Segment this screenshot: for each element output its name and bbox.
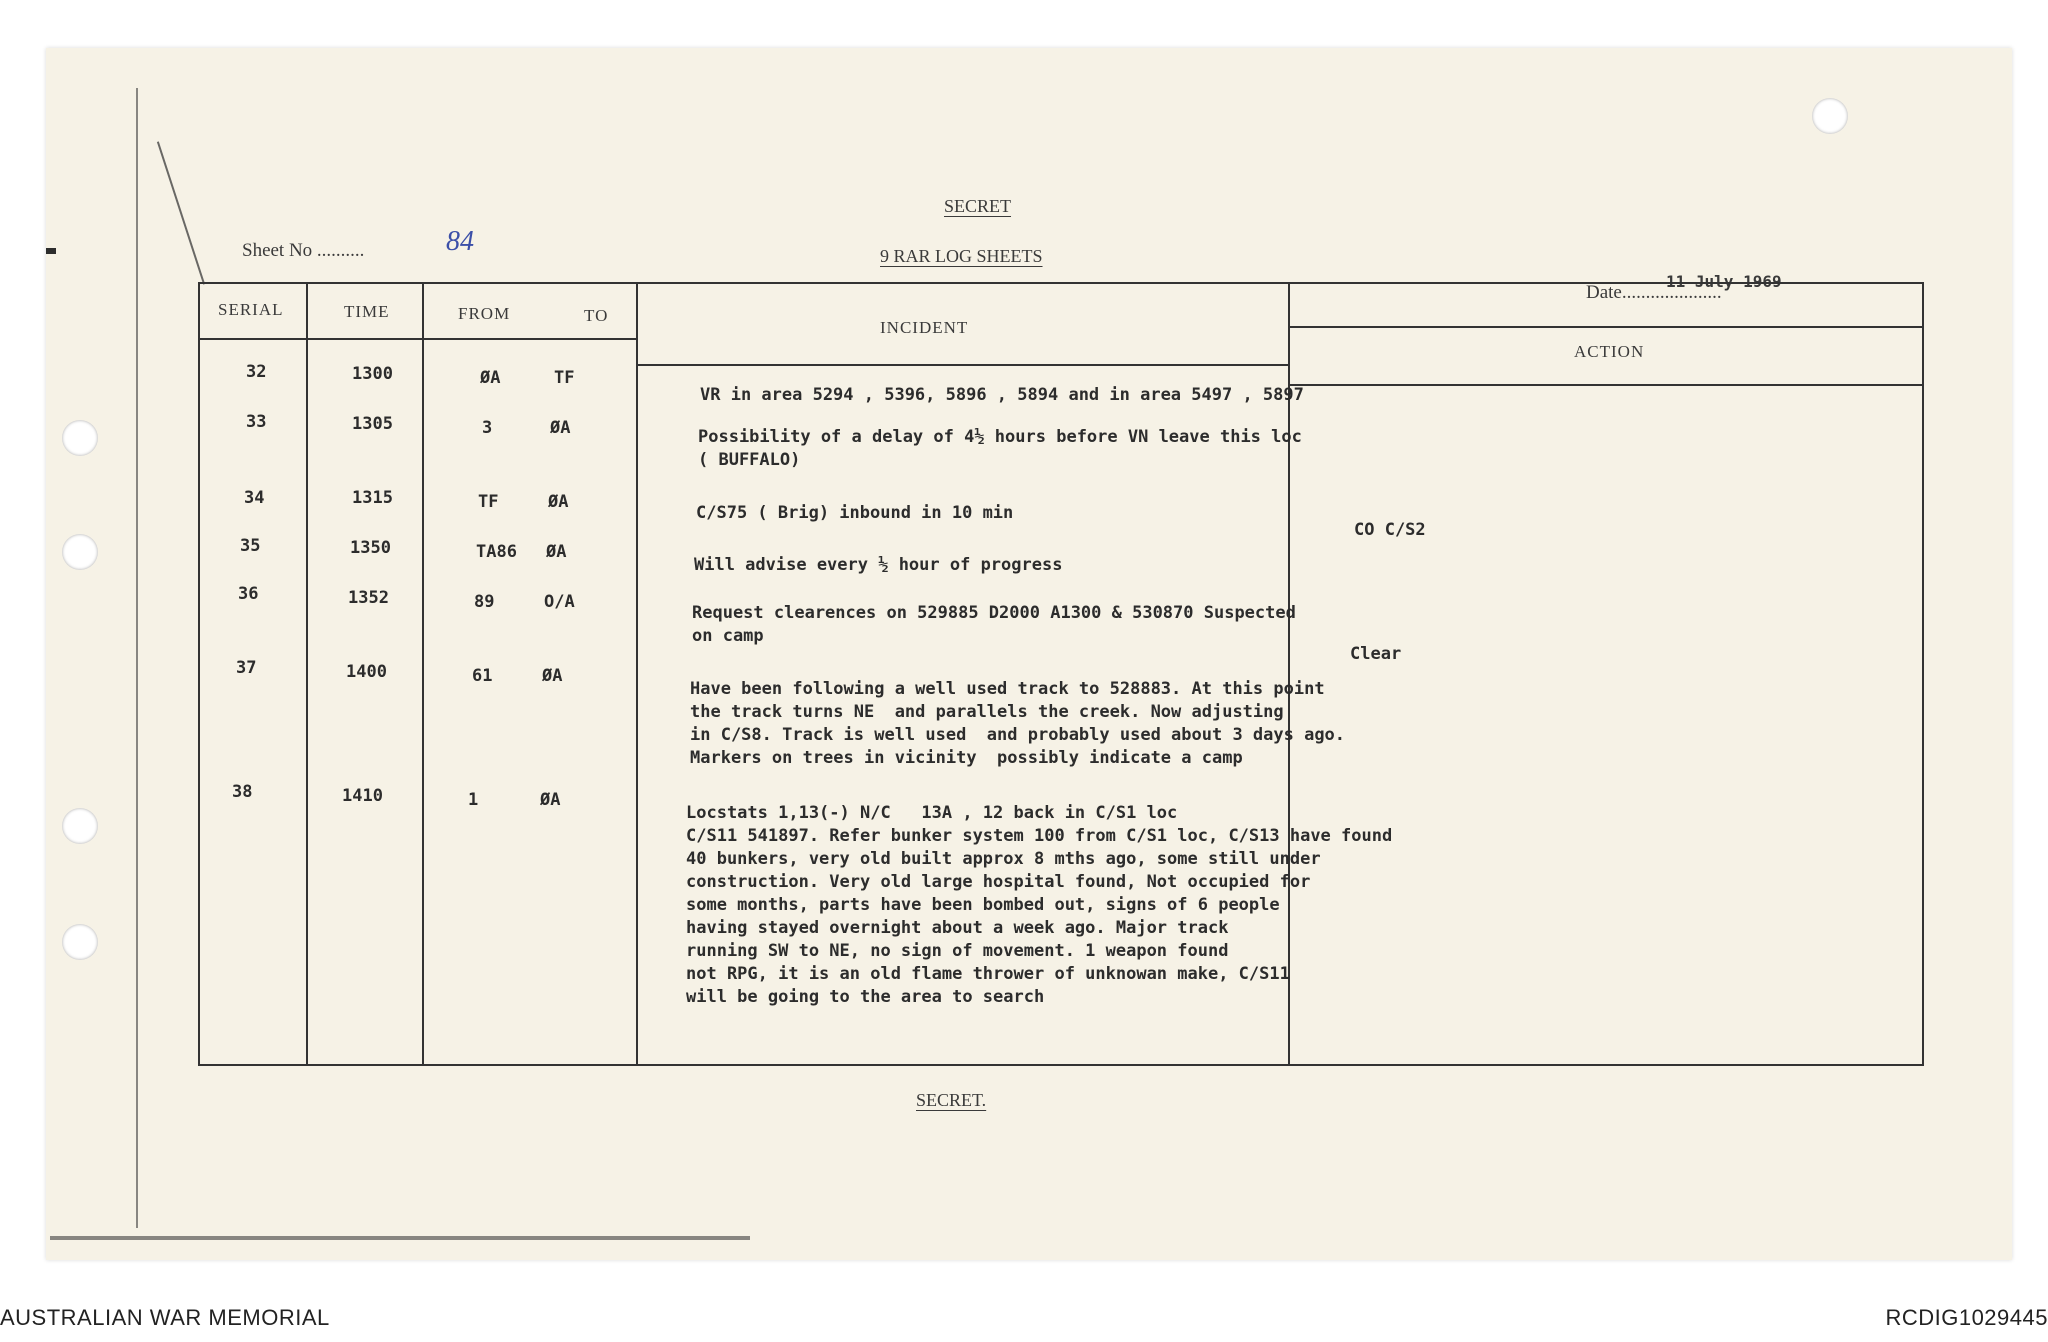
header-rule — [200, 338, 636, 340]
column-rule — [422, 284, 424, 1064]
from-cell: ØA — [480, 368, 501, 388]
to-cell: ØA — [540, 790, 561, 810]
incident-cell: Locstats 1,13(-) N/C 13A , 12 back in C/S1 loc C/S11 541897. Refer bunker system 100 from C/S1 loc, C/S13 have found 40 bunkers, very old built approx 8 mths ago, some still under construction. Very old large hospital found, Not occupied for some months, parts have been bombed out, signs of 6 people having stayed overnight about a week ago. Major track running SW to NE, no sign of movement. 1 weapon found not RPG, it is an old flame thrower of unknowan make, C/S11 will be going to the area to search — [686, 803, 1393, 1007]
punch-hole — [1812, 98, 1848, 134]
punch-hole — [62, 534, 98, 570]
classification-top: SECRET — [944, 196, 1012, 216]
header-action: ACTION — [1574, 342, 1645, 361]
punch-hole — [62, 924, 98, 960]
from-cell: 89 — [474, 592, 495, 612]
header-rule — [1288, 384, 1922, 386]
margin-mark — [157, 141, 205, 284]
action-cell: CO C/S2 — [1354, 520, 1426, 540]
sheet-number-handwritten: 84 — [446, 226, 474, 257]
column-rule — [306, 284, 308, 1064]
header-to: TO — [584, 306, 609, 325]
punch-hole — [62, 808, 98, 844]
from-cell: 3 — [482, 418, 493, 438]
archive-footer-right: RCDIG1029445 — [1885, 1305, 2048, 1330]
sheet-number-label: Sheet No .......... — [242, 240, 365, 261]
serial-cell: 36 — [238, 584, 259, 604]
scan-smudge — [50, 1236, 750, 1240]
header-rule — [636, 364, 1288, 366]
serial-cell: 37 — [236, 658, 257, 678]
header-serial: SERIAL — [218, 300, 284, 319]
time-cell: 1352 — [348, 588, 389, 608]
from-cell: 61 — [472, 666, 493, 686]
incident-cell: Have been following a well used track to 528883. At this point the track turns NE and parallels the creek. Now adjusting in C/S8. Track is well used and probably used about 3 days ago. Markers on trees in vicinity possibly indicate a camp — [690, 679, 1346, 768]
time-cell: 1305 — [352, 414, 393, 434]
serial-cell: 33 — [246, 412, 267, 432]
to-cell: TF — [554, 368, 575, 388]
serial-cell: 34 — [244, 488, 265, 508]
action-cell: Clear — [1350, 644, 1402, 664]
header-time: TIME — [344, 302, 390, 321]
time-cell: 1350 — [350, 538, 391, 558]
from-cell: 1 — [468, 790, 479, 810]
header-from: FROM — [458, 304, 511, 323]
log-table — [198, 282, 1924, 1066]
date-label: Date..................... — [1586, 282, 1722, 303]
header-rule — [1288, 326, 1922, 328]
incident-cell: VR in area 5294 , 5396, 5896 , 5894 and in area 5497 , 5897 — [700, 385, 1304, 405]
serial-cell: 35 — [240, 536, 261, 556]
from-cell: TF — [478, 492, 499, 512]
date-value: 11 July 1969 — [1666, 272, 1782, 291]
serial-cell: 32 — [246, 362, 267, 382]
time-cell: 1410 — [342, 786, 383, 806]
incident-cell: C/S75 ( Brig) inbound in 10 min — [696, 503, 1014, 523]
to-cell: ØA — [550, 418, 571, 438]
serial-cell: 38 — [232, 782, 253, 802]
to-cell: ØA — [548, 492, 569, 512]
incident-cell: Possibility of a delay of 4½ hours before VN leave this loc ( BUFFALO) — [698, 427, 1302, 470]
to-cell: O/A — [544, 592, 575, 612]
classification-bottom: SECRET. — [916, 1090, 987, 1110]
to-cell: ØA — [542, 666, 563, 686]
from-cell: TA86 — [476, 542, 517, 562]
time-cell: 1400 — [346, 662, 387, 682]
incident-cell: Will advise every ½ hour of progress — [694, 555, 1063, 575]
to-cell: ØA — [546, 542, 567, 562]
punch-hole — [62, 420, 98, 456]
header-incident: INCIDENT — [880, 318, 969, 337]
incident-cell: Request clearences on 529885 D2000 A1300 & 530870 Suspected on camp — [692, 603, 1296, 646]
archive-footer-left: AUSTRALIAN WAR MEMORIAL — [0, 1305, 330, 1330]
time-cell: 1315 — [352, 488, 393, 508]
document-title: 9 RAR LOG SHEETS — [880, 246, 1043, 266]
time-cell: 1300 — [352, 364, 393, 384]
margin-mark — [46, 248, 56, 254]
column-rule — [636, 284, 638, 1064]
margin-mark — [136, 88, 138, 1228]
